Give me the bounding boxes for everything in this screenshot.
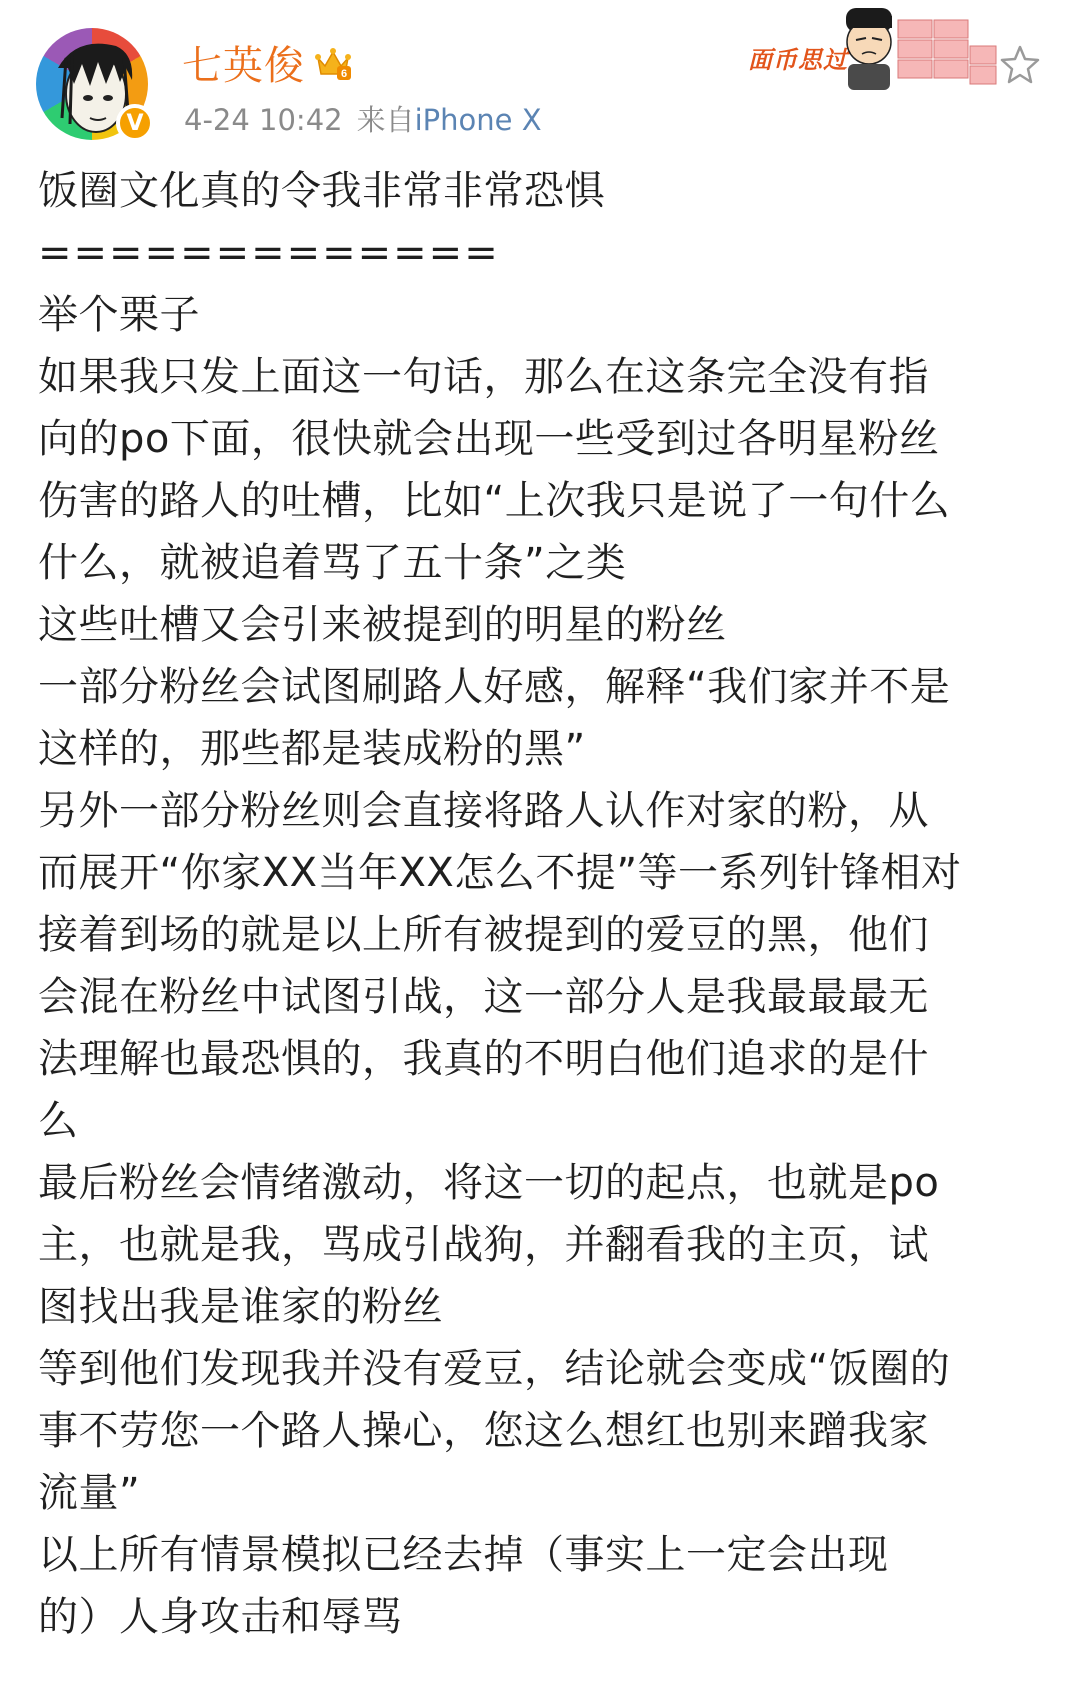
crown-vip-icon[interactable] — [313, 44, 353, 82]
username-row — [182, 34, 353, 91]
post-line: 等到他们发现我并没有爱豆，结论就会变成“饭圈的 — [38, 1346, 951, 1392]
avatar[interactable] — [36, 28, 148, 140]
post-line: 另外一部分粉丝则会直接将路人认作对家的粉，从 — [38, 788, 929, 834]
post-line: 这些吐槽又会引来被提到的明星的粉丝 — [38, 602, 727, 648]
post-source[interactable]: iPhone X — [414, 103, 542, 137]
post-line: 如果我只发上面这一句话，那么在这条完全没有指 — [38, 354, 929, 400]
post-line: 以上所有情景模拟已经去掉（事实上一定会出现 — [38, 1532, 889, 1578]
post-content — [38, 160, 1048, 1648]
post-time: 4-24 10:42 — [184, 103, 343, 137]
post-line: 什么，就被追着骂了五十条”之类 — [38, 540, 627, 586]
post-line: 最后粉丝会情绪激动，将这一切的起点，也就是po — [38, 1160, 940, 1206]
sticker-text: 面币思过 — [748, 46, 848, 74]
post-line: 饭圈文化真的令我非常非常恐惧 — [38, 168, 605, 214]
post-line: 伤害的路人的吐槽，比如“上次我只是说了一句什么 — [38, 478, 951, 524]
post-line: ============= — [38, 230, 500, 276]
username[interactable]: 七英俊 — [182, 43, 305, 89]
source-prefix: 来自 — [356, 103, 415, 137]
post-line: 会混在粉丝中试图引战，这一部分人是我最最最无 — [38, 974, 929, 1020]
verified-v-icon: V — [116, 104, 154, 142]
post-line: 事不劳您一个路人操心，您这么想红也别来蹭我家 — [38, 1408, 929, 1454]
post-line: 接着到场的就是以上所有被提到的爱豆的黑，他们 — [38, 912, 929, 958]
post-line: 流量” — [38, 1470, 141, 1516]
sticker-image — [748, 6, 998, 92]
post-line: 这样的，那些都是装成粉的黑” — [38, 726, 586, 772]
sticker-drawing — [748, 6, 998, 92]
post-line: 图找出我是谁家的粉丝 — [38, 1284, 443, 1330]
post-line: 主，也就是我，骂成引战狗，并翻看我的主页，试 — [38, 1222, 929, 1268]
post-line: 法理解也最恐惧的，我真的不明白他们追求的是什 — [38, 1036, 929, 1082]
post-line: 么 — [38, 1098, 79, 1144]
post-meta — [184, 98, 542, 139]
post-line: 的）人身攻击和辱骂 — [38, 1594, 403, 1640]
svg-text:6: 6 — [340, 67, 348, 80]
star-outline-icon[interactable] — [1000, 44, 1040, 84]
post-line: 而展开“你家XX当年XX怎么不提”等一系列针锋相对 — [38, 850, 962, 896]
post-line: 举个栗子 — [38, 292, 200, 338]
post-line: 一部分粉丝会试图刷路人好感，解释“我们家并不是 — [38, 664, 951, 710]
post-line: 向的po下面，很快就会出现一些受到过各明星粉丝 — [38, 416, 940, 462]
